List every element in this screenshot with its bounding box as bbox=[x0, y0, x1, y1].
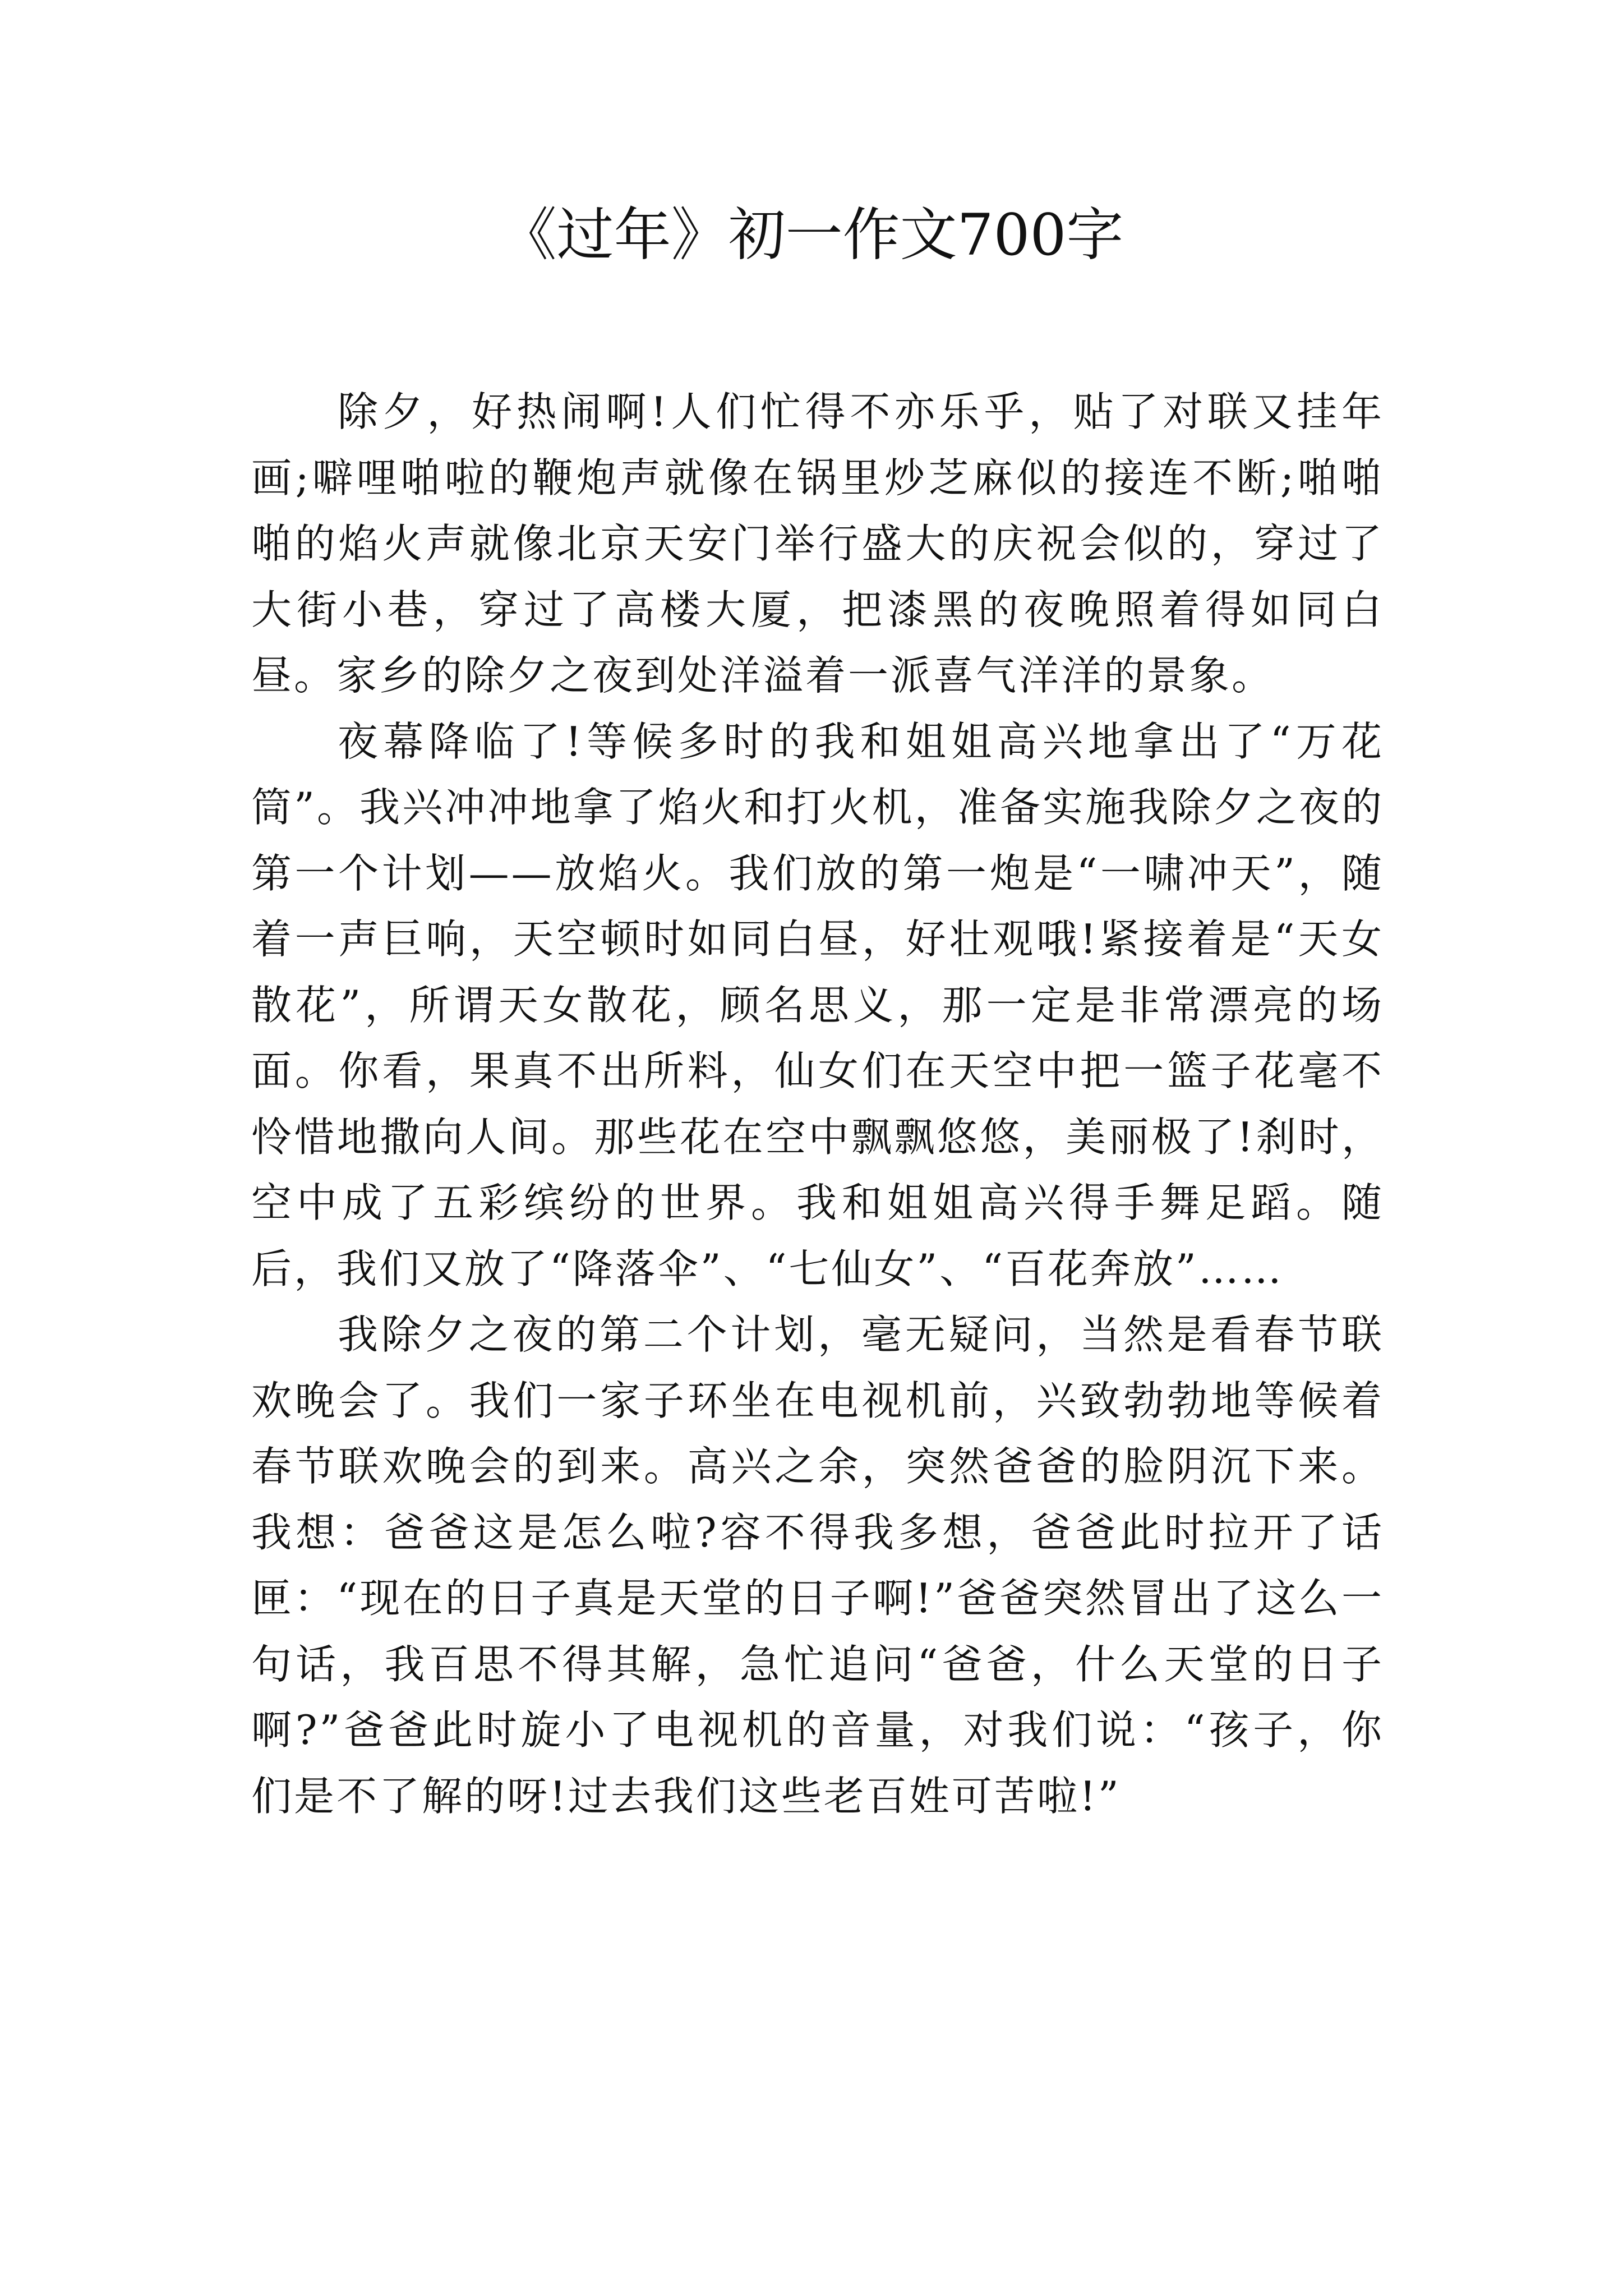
paragraph-3: 我除夕之夜的第二个计划，毫无疑问，当然是看春节联欢晚会了。我们一家子环坐在电视机前，兴致勃勃地等候着春节联欢晚会的到来。高兴之余，突然爸爸的脸阴沉下来。我想：爸爸这是怎么啦?容不得我多想，爸爸此时拉开了话匣：“现在的日子真是天堂的日子啊!”爸爸突然冒出了这么一句话，我百思不得其解，急忙追问“爸爸，什么天堂的日子啊?”爸爸此时旋小了电视机的音量，对我们说：“孩子，你们是不了解的呀!过去我们这些老百姓可苦啦!” bbox=[251, 1311, 1384, 1820]
paragraph-1: 除夕，好热闹啊!人们忙得不亦乐乎，贴了对联又挂年画;噼哩啪啦的鞭炮声就像在锅里炒芝麻似的接连不断;啪啪啪的焰火声就像北京天安门举行盛大的庆祝会似的，穿过了大街小巷，穿过了高楼大厦，把漆黑的夜晚照着得如同白昼。家乡的除夕之夜到处洋溢着一派喜气洋洋的景象。 bbox=[251, 388, 1384, 699]
essay-body bbox=[251, 379, 1384, 1829]
essay-title: 《过年》初一作文700字 bbox=[499, 202, 1124, 269]
paragraph-2: 夜幕降临了!等候多时的我和姐姐高兴地拿出了“万花筒”。我兴冲冲地拿了焰火和打火机，准备实施我除夕之夜的第一个计划——放焰火。我们放的第一炮是“一啸冲天”，随着一声巨响，天空顿时如同白昼，好壮观哦!紧接着是“天女散花”，所谓天女散花，顾名思义，那一定是非常漂亮的场面。你看，果真不出所料，仙女们在天空中把一篮子花毫不怜惜地撒向人间。那些花在空中飘飘悠悠，美丽极了!刹时，空中成了五彩缤纷的世界。我和姐姐高兴得手舞足蹈。随后，我们又放了“降落伞”、“七仙女”、“百花奔放”…… bbox=[251, 717, 1384, 1292]
